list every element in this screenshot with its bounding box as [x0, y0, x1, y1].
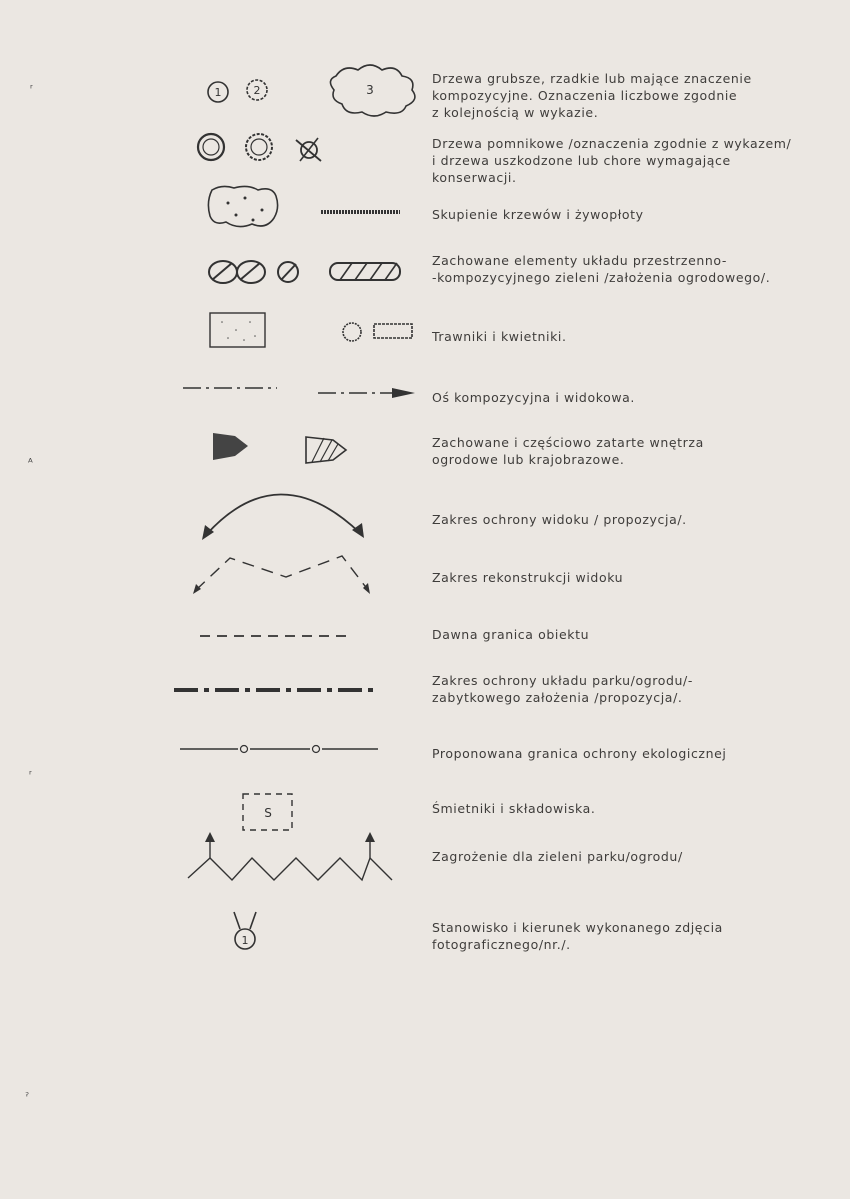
legend-label-trees-monument: Drzewa pomnikowe /oznaczenia zgodnie z wykazem/ i drzewa uszkodzone lub chore wymagające konserwacji. — [432, 136, 792, 185]
legend-label-view-reconstruction: Zakres rekonstrukcji widoku — [432, 570, 624, 585]
threat-symbol — [188, 832, 392, 880]
legend-label-photo: Stanowisko i kierunek wykonanego zdjęcia fotograficznego/nr./. — [432, 920, 723, 952]
legend-label-shrubs: Skupienie krzewów i żywopłoty — [432, 207, 644, 222]
tree-symbol-2 — [247, 80, 267, 100]
legend-label-interiors: Zachowane i częściowo zatarte wnętrza ogrodowe lub krajobrazowe. — [432, 435, 704, 467]
preserved-interior-symbol — [213, 433, 248, 460]
legend-label-former-boundary: Dawna granica obiektu — [432, 627, 590, 642]
margin-mark-1: ʳ — [30, 82, 33, 95]
legend-label-dumps: Śmietniki i składowiska. — [432, 801, 596, 816]
legend-label-view-protection: Zakres ochrony widoku / propozycja/. — [432, 512, 687, 527]
monument-tree-symbol-1 — [198, 134, 224, 160]
dump-symbol — [243, 794, 292, 830]
tree-symbol-1 — [208, 82, 228, 102]
legend-label-park-protection: Zakres ochrony układu parku/ogrodu/- zabytkowego założenia /propozycja/. — [432, 673, 693, 705]
photo-position-symbol — [234, 912, 256, 949]
tree-group-number: 3 — [366, 83, 374, 97]
tree-number-2: 2 — [253, 84, 261, 97]
margin-mark-2: ᴬ — [28, 456, 33, 469]
dump-letter: S — [264, 806, 272, 820]
margin-mark-4: ˀ — [25, 1090, 30, 1103]
photo-number: 1 — [241, 934, 249, 947]
legend-label-lawns: Trawniki i kwietniki. — [432, 329, 567, 344]
legend-label-threat: Zagrożenie dla zieleni parku/ogrodu/ — [432, 849, 683, 864]
legend-label-trees-large: Drzewa grubsze, rzadkie lub mające znaczenie kompozycyjne. Oznaczenia liczbowe zgodnie z kolejnością w wykazie. — [432, 71, 752, 120]
legend-label-axis: Oś kompozycyjna i widokowa. — [432, 390, 636, 405]
tree-number-1: 1 — [214, 86, 222, 99]
view-reconstruction-symbol — [193, 556, 370, 594]
partially-erased-interior-symbol — [306, 437, 346, 463]
margin-mark-3: ʳ — [29, 768, 32, 781]
damaged-tree-symbol — [296, 138, 321, 161]
composition-axis-symbol — [183, 388, 415, 398]
shrub-cluster-symbol — [208, 186, 277, 226]
lawn-symbol — [210, 313, 265, 347]
legend-label-eco-boundary: Proponowana granica ochrony ekologicznej — [432, 746, 727, 761]
flowerbed-symbol — [343, 323, 412, 341]
view-protection-symbol — [202, 494, 364, 540]
legend-label-preserved-elements: Zachowane elementy układu przestrzenno- -kompozycyjnego zieleni /założenia ogrodowego/. — [432, 253, 771, 285]
tree-group-symbol — [330, 65, 414, 116]
eco-boundary-symbol — [180, 746, 378, 753]
preserved-elements-symbol — [209, 261, 400, 283]
monument-tree-symbol-2 — [246, 134, 272, 160]
